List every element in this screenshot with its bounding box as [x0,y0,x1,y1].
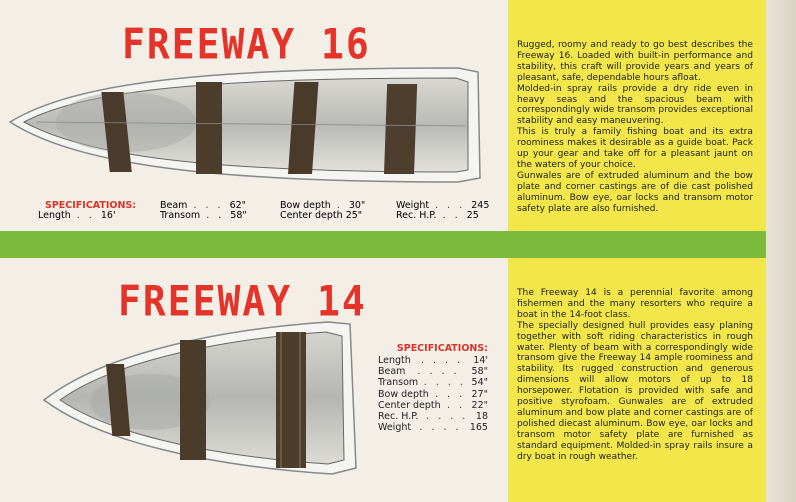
freeway-16-title: FREEWAY 16 [122,20,371,69]
freeway-16-description [517,40,753,215]
spec-row-transom: Transom . . . . 54" [378,377,488,389]
freeway-14-description [517,288,753,463]
freeway-16-boat-image [6,60,488,190]
spec-row-length: Length . . . . 14' [378,355,488,366]
spec-row-weight: Weight . . . 245 [396,200,490,211]
spec-row-beam: Beam . . . 62" [160,200,247,211]
specs-heading: SPECIFICATIONS: [396,343,488,354]
spec-row-bow-depth: Bow depth . . . 27" [378,388,488,400]
description-paragraph: The specially designed hull provides easy planing together with soft riding characteristics in rough water. Plenty of beam with a correspondingly wide transom give the Freeway 14 ample roominess and stability. Its rugged construction and generous dimensions will allow motors of up to 18 horsepower. Flotation is provided with safe and positive styrofoam. Gunwales are of extruded aluminum and bow plate and corner castings are of polished diecast aluminum. Bow eye, oar locks and transom motor safety plate are furnished as standard equipment. Molded-in spray rails insure a dry boat in rough weather. [517,320,753,462]
green-divider-band [0,231,796,258]
page-edge [766,0,796,502]
spec-row-transom: Transom . . 58" [160,210,247,221]
spec-row-length: Length . . 16' [38,210,116,221]
spec-row-beam: Beam . . . . 58" [378,366,488,378]
description-paragraph: This is truly a family fishing boat and its extra roominess makes it desirable as a guide boat. Pack up your gear and take off for a pleasant jaunt on the waters of your choice. [517,127,753,170]
freeway-14-specs [378,343,488,433]
spec-row-bow-depth: Bow depth . 30" [280,200,366,211]
description-paragraph: Rugged, roomy and ready to go best describes the Freeway 16. Loaded with built-in performance and stability, this craft will provide years and years of pleasant, safe, dependable hours afloat. [517,40,753,83]
spec-row-rec-hp: Rec. H.P. . . 25 [396,210,479,221]
description-paragraph: Molded-in spray rails provide a dry ride even in heavy seas and the spacious beam with correspondingly wide transom provides exceptional stability and easy maneuvering. [517,83,753,127]
spec-row-weight: Weight . . . . 165 [378,422,488,434]
description-paragraph: Gunwales are of extruded aluminum and the bow plate and corner castings are of die cast polished aluminum. Bow eye, oar locks and transom motor safety plate are also furnished. [517,170,753,214]
spec-row-rec-hp: Rec. H.P. . . . . 18 [378,411,488,423]
description-paragraph: The Freeway 14 is a perennial favorite among fishermen and the many resorters who require a boat in the 14-foot class. [517,288,753,320]
freeway-14-title: FREEWAY 14 [118,277,367,326]
specs-heading: SPECIFICATIONS: [45,200,137,211]
spec-row-center-depth: Center depth 25" [280,210,363,221]
freeway-14-boat-image [40,318,360,478]
spec-row-center-depth: Center depth . . 22" [378,399,488,411]
